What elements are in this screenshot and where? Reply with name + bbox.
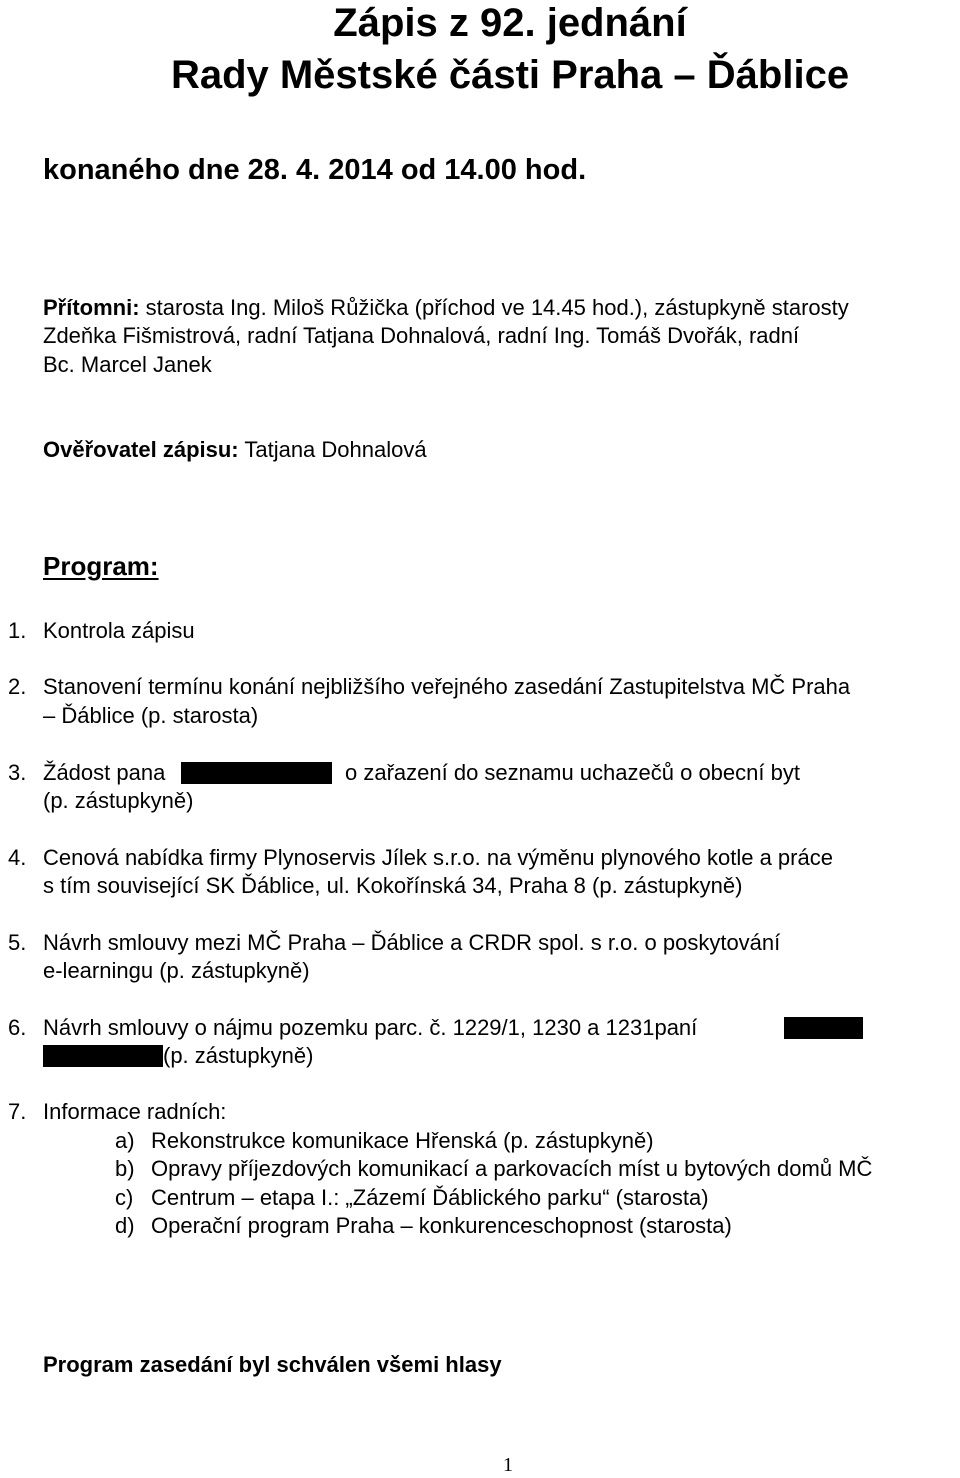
document-title-line2: Rady Městské části Praha – Ďáblice	[170, 53, 850, 97]
program-item-5-line2: e-learningu (p. zástupkyně)	[43, 958, 310, 983]
redaction-bar	[43, 1045, 163, 1067]
sub-item-a-text: Rekonstrukce komunikace Hřenská (p. zástupkyně)	[151, 1128, 654, 1153]
program-item-3-line1	[43, 759, 165, 787]
sub-item-b-text: Opravy příjezdových komunikací a parkovacích míst u bytových domů MČ	[151, 1156, 873, 1181]
attendance-text-1: starosta Ing. Miloš Růžička (příchod ve 14.45 hod.), zástupkyně starosty	[139, 295, 849, 320]
program-item-4-line2: s tím související SK Ďáblice, ul. Kokořínská 34, Praha 8 (p. zástupkyně)	[43, 873, 743, 898]
sub-item-b-letter: b)	[115, 1156, 135, 1181]
program-heading: Program:	[43, 551, 159, 581]
program-item-5-line1: Návrh smlouvy mezi MČ Praha – Ďáblice a CRDR spol. s r.o. o poskytování	[43, 930, 781, 955]
program-item-3-text-after: o zařazení do seznamu uchazečů o obecní byt	[345, 760, 800, 785]
attendance-line1	[43, 294, 849, 322]
attendance-line3: Bc. Marcel Janek	[43, 352, 212, 377]
sub-item-c-letter: c)	[115, 1185, 134, 1210]
program-item-6-line1: Návrh smlouvy o nájmu pozemku parc. č. 1229/1, 1230 a 1231paní	[43, 1015, 698, 1040]
program-approval: Program zasedání byl schválen všemi hlasy	[43, 1352, 502, 1377]
attendance-line2: Zdeňka Fišmistrová, radní Tatjana Dohnalová, radní Ing. Tomáš Dvořák, radní	[43, 323, 800, 348]
program-item-7-text: Informace radních:	[43, 1099, 227, 1124]
redaction-bar	[784, 1017, 863, 1039]
sub-item-d-text: Operační program Praha – konkurenceschopnost (starosta)	[151, 1213, 732, 1238]
program-item-1-number: 1.	[8, 618, 27, 643]
program-item-7-number: 7.	[8, 1099, 27, 1124]
program-item-4-number: 4.	[8, 845, 27, 870]
program-item-3-line2: (p. zástupkyně)	[43, 788, 194, 813]
program-item-3-number: 3.	[8, 760, 27, 785]
verifier-name: Tatjana Dohnalová	[238, 437, 427, 462]
program-item-2-line1: Stanovení termínu konání nejbližšího veřejného zasedání Zastupitelstva MČ Praha	[43, 674, 851, 699]
program-item-1-text: Kontrola zápisu	[43, 618, 195, 643]
program-item-5-number: 5.	[8, 930, 27, 955]
page-number: 1	[503, 1454, 513, 1476]
program-item-6-number: 6.	[8, 1015, 27, 1040]
verifier-line	[43, 436, 427, 464]
verifier-label: Ověřovatel zápisu:	[43, 437, 239, 462]
program-item-4-line1: Cenová nabídka firmy Plynoservis Jílek s.r.o. na výměnu plynového kotle a práce	[43, 845, 833, 870]
redaction-bar	[181, 762, 332, 784]
program-item-2-number: 2.	[8, 674, 27, 699]
sub-item-d-letter: d)	[115, 1213, 135, 1238]
document-title-line1: Zápis z 92. jednání	[333, 1, 687, 45]
program-item-6-line2: (p. zástupkyně)	[163, 1043, 314, 1068]
program-item-2-line2: – Ďáblice (p. starosta)	[43, 703, 259, 728]
sub-item-a-letter: a)	[115, 1128, 135, 1153]
meeting-date: konaného dne 28. 4. 2014 od 14.00 hod.	[43, 154, 587, 186]
program-item-3-text-before: Žádost pana	[43, 760, 166, 785]
sub-item-c-text: Centrum – etapa I.: „Zázemí Ďáblického parku“ (starosta)	[151, 1185, 709, 1210]
attendance-label: Přítomni:	[43, 295, 140, 320]
